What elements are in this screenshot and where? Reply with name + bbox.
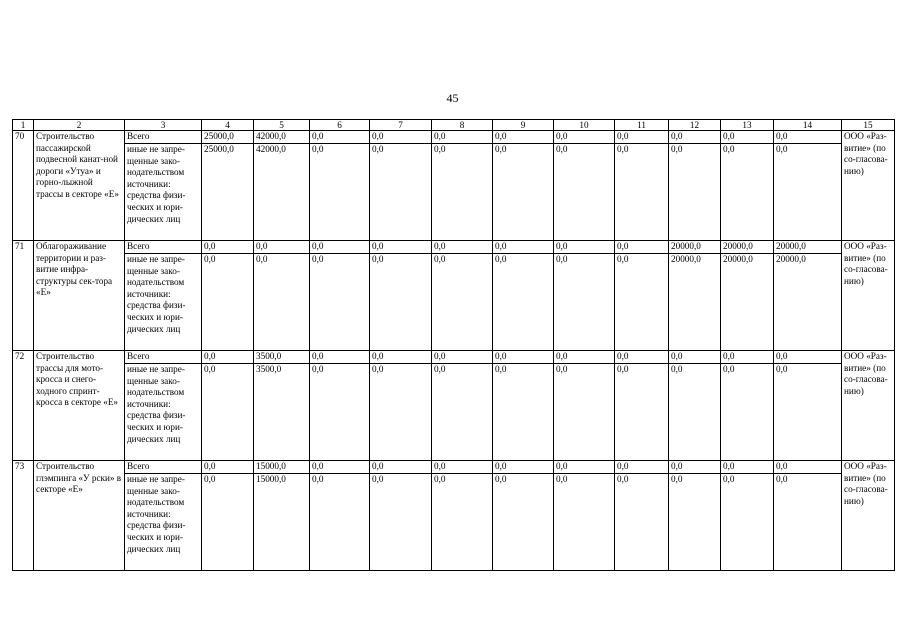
source-total-cell: Всего	[125, 241, 202, 254]
total-value-cell: 0,0	[615, 241, 669, 254]
executor-cell: ООО «Раз-витие» (по со-гласова-нию)	[842, 351, 895, 461]
source-value-cell: 20000,0	[721, 254, 774, 351]
total-value-cell: 0,0	[615, 461, 669, 474]
source-total-cell: Всего	[125, 131, 202, 144]
column-number-cell: 2	[34, 120, 125, 131]
total-value-cell: 15000,0	[254, 461, 310, 474]
budget-table	[12, 119, 895, 571]
total-value-cell: 0,0	[774, 461, 842, 474]
total-value-cell: 20000,0	[774, 241, 842, 254]
total-value-cell: 0,0	[721, 461, 774, 474]
source-value-cell: 25000,0	[202, 144, 254, 241]
total-value-cell: 0,0	[310, 461, 370, 474]
source-sub-cell: иные не запре-щенные зако-нодательством источники: средства физи-ческих и юри-дических лиц	[125, 144, 202, 241]
source-value-cell: 0,0	[493, 144, 554, 241]
total-value-cell: 0,0	[432, 241, 493, 254]
source-value-cell: 0,0	[202, 474, 254, 571]
source-value-cell: 0,0	[774, 474, 842, 571]
source-value-cell: 20000,0	[774, 254, 842, 351]
source-value-cell: 0,0	[370, 474, 432, 571]
total-value-cell: 0,0	[554, 131, 615, 144]
total-value-cell: 0,0	[554, 351, 615, 364]
column-number-cell: 5	[254, 120, 310, 131]
source-value-cell: 0,0	[432, 144, 493, 241]
total-value-cell: 0,0	[202, 351, 254, 364]
total-value-cell: 0,0	[202, 461, 254, 474]
source-value-cell: 0,0	[615, 474, 669, 571]
source-value-cell: 0,0	[310, 254, 370, 351]
source-value-cell: 0,0	[669, 364, 721, 461]
source-value-cell: 15000,0	[254, 474, 310, 571]
source-value-cell: 0,0	[615, 144, 669, 241]
source-value-cell: 0,0	[669, 474, 721, 571]
event-name-cell: Строительство глэмпинга «У рски» в секторе «Е»	[34, 461, 125, 571]
total-value-cell: 0,0	[493, 351, 554, 364]
table-row-source	[13, 144, 895, 241]
total-value-cell: 0,0	[310, 131, 370, 144]
total-value-cell: 0,0	[254, 241, 310, 254]
source-value-cell: 20000,0	[669, 254, 721, 351]
column-number-cell: 9	[493, 120, 554, 131]
total-value-cell: 0,0	[310, 351, 370, 364]
column-number-cell: 11	[615, 120, 669, 131]
total-value-cell: 0,0	[669, 351, 721, 364]
total-value-cell: 0,0	[554, 461, 615, 474]
source-value-cell: 0,0	[554, 254, 615, 351]
total-value-cell: 0,0	[493, 461, 554, 474]
source-value-cell: 0,0	[493, 364, 554, 461]
table-row-source	[13, 474, 895, 571]
column-number-cell: 7	[370, 120, 432, 131]
executor-cell: ООО «Раз-витие» (по со-гласова-нию)	[842, 241, 895, 351]
column-number-cell: 15	[842, 120, 895, 131]
column-number-cell: 13	[721, 120, 774, 131]
source-value-cell: 0,0	[432, 474, 493, 571]
source-value-cell: 0,0	[554, 144, 615, 241]
source-value-cell: 0,0	[254, 254, 310, 351]
row-number-cell: 72	[13, 351, 34, 461]
source-value-cell: 0,0	[615, 364, 669, 461]
total-value-cell: 0,0	[669, 131, 721, 144]
source-value-cell: 0,0	[310, 474, 370, 571]
total-value-cell: 42000,0	[254, 131, 310, 144]
column-number-cell: 14	[774, 120, 842, 131]
table-row-total	[13, 241, 895, 254]
column-number-cell: 4	[202, 120, 254, 131]
column-number-cell: 6	[310, 120, 370, 131]
column-number-cell: 8	[432, 120, 493, 131]
source-value-cell: 0,0	[721, 144, 774, 241]
column-number-cell: 12	[669, 120, 721, 131]
source-total-cell: Всего	[125, 351, 202, 364]
source-value-cell: 0,0	[310, 364, 370, 461]
total-value-cell: 0,0	[493, 241, 554, 254]
source-value-cell: 0,0	[370, 144, 432, 241]
source-value-cell: 0,0	[370, 254, 432, 351]
table-row-source	[13, 254, 895, 351]
event-name-cell: Облагораживание территории и раз-витие инфра-структуры сек-тора «Е»	[34, 241, 125, 351]
total-value-cell: 0,0	[202, 241, 254, 254]
table-body	[13, 120, 895, 571]
total-value-cell: 25000,0	[202, 131, 254, 144]
total-value-cell: 0,0	[370, 461, 432, 474]
source-value-cell: 0,0	[615, 254, 669, 351]
source-value-cell: 0,0	[669, 144, 721, 241]
event-name-cell: Строительство пассажирской подвесной канат-ной дороги «Утуа» и горно-лыжной трассы в секторе «Е»	[34, 131, 125, 241]
source-value-cell: 42000,0	[254, 144, 310, 241]
source-value-cell: 0,0	[202, 254, 254, 351]
source-value-cell: 0,0	[721, 364, 774, 461]
total-value-cell: 0,0	[310, 241, 370, 254]
executor-cell: ООО «Раз-витие» (по со-гласова-нию)	[842, 131, 895, 241]
source-value-cell: 0,0	[493, 254, 554, 351]
source-value-cell: 0,0	[774, 144, 842, 241]
total-value-cell: 0,0	[432, 351, 493, 364]
table-row-total	[13, 351, 895, 364]
total-value-cell: 0,0	[432, 461, 493, 474]
total-value-cell: 0,0	[615, 131, 669, 144]
table-row-total	[13, 461, 895, 474]
page-number: 45	[446, 91, 459, 105]
row-number-cell: 71	[13, 241, 34, 351]
total-value-cell: 0,0	[721, 351, 774, 364]
source-value-cell: 0,0	[493, 474, 554, 571]
total-value-cell: 3500,0	[254, 351, 310, 364]
source-value-cell: 0,0	[774, 364, 842, 461]
total-value-cell: 0,0	[774, 131, 842, 144]
row-number-cell: 70	[13, 131, 34, 241]
table-row-total	[13, 131, 895, 144]
total-value-cell: 20000,0	[669, 241, 721, 254]
source-value-cell: 0,0	[202, 364, 254, 461]
column-number-cell: 3	[125, 120, 202, 131]
total-value-cell: 0,0	[554, 241, 615, 254]
event-name-cell: Строительство трассы для мото-кросса и снего-ходного спринт-кросса в секторе «Е»	[34, 351, 125, 461]
total-value-cell: 0,0	[774, 351, 842, 364]
column-number-cell: 10	[554, 120, 615, 131]
source-value-cell: 0,0	[432, 254, 493, 351]
source-value-cell: 0,0	[432, 364, 493, 461]
row-number-cell: 73	[13, 461, 34, 571]
total-value-cell: 0,0	[370, 241, 432, 254]
source-value-cell: 0,0	[721, 474, 774, 571]
source-value-cell: 0,0	[554, 364, 615, 461]
source-value-cell: 0,0	[554, 474, 615, 571]
executor-cell: ООО «Раз-витие» (по со-гласова-нию)	[842, 461, 895, 571]
total-value-cell: 0,0	[370, 351, 432, 364]
source-value-cell: 0,0	[370, 364, 432, 461]
total-value-cell: 0,0	[493, 131, 554, 144]
source-total-cell: Всего	[125, 461, 202, 474]
column-number-cell: 1	[13, 120, 34, 131]
source-sub-cell: иные не запре-щенные зако-нодательством источники: средства физи-ческих и юри-дических лиц	[125, 364, 202, 461]
total-value-cell: 0,0	[432, 131, 493, 144]
table-row-source	[13, 364, 895, 461]
source-value-cell: 0,0	[310, 144, 370, 241]
source-value-cell: 3500,0	[254, 364, 310, 461]
source-sub-cell: иные не запре-щенные зако-нодательством источники: средства физи-ческих и юри-дических лиц	[125, 254, 202, 351]
column-number-row	[13, 120, 895, 131]
total-value-cell: 0,0	[721, 131, 774, 144]
total-value-cell: 0,0	[370, 131, 432, 144]
total-value-cell: 0,0	[615, 351, 669, 364]
total-value-cell: 20000,0	[721, 241, 774, 254]
total-value-cell: 0,0	[669, 461, 721, 474]
source-sub-cell: иные не запре-щенные зако-нодательством источники: средства физи-ческих и юри-дических лиц	[125, 474, 202, 571]
